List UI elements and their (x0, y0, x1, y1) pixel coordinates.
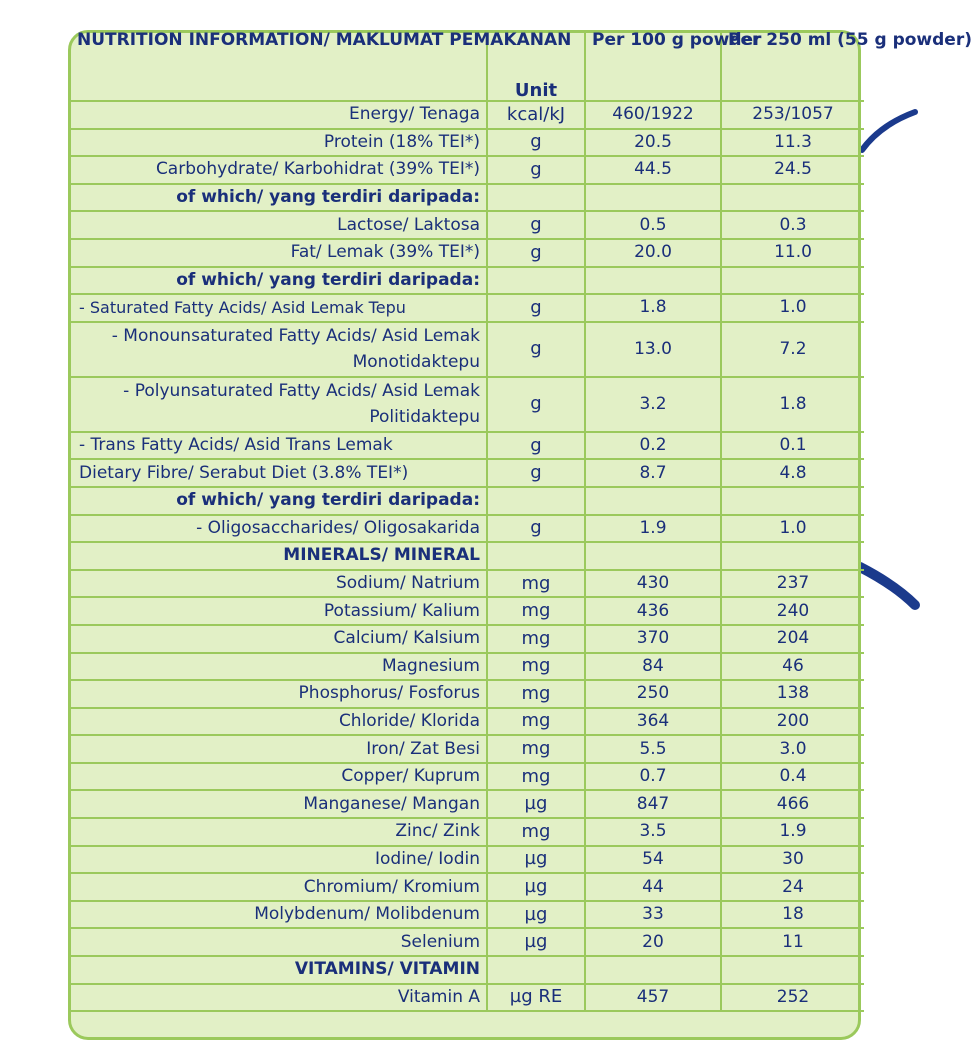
value-per-100g: 0.2 (585, 432, 721, 460)
value-per-100g: 460/1922 (585, 101, 721, 129)
table-row (71, 928, 864, 956)
table-row (71, 239, 864, 267)
nutrient-name: of which/ yang terdiri daripada: (71, 267, 487, 295)
nutrient-unit: µg (487, 873, 585, 901)
nutrient-unit: g (487, 129, 585, 157)
table-row (71, 515, 864, 543)
value-per-250ml: 24 (721, 873, 864, 901)
value-per-100g: 54 (585, 846, 721, 874)
nutrient-unit (487, 184, 585, 212)
value-per-100g: 847 (585, 790, 721, 818)
value-per-250ml: 252 (721, 984, 864, 1012)
value-per-250ml: 237 (721, 570, 864, 598)
nutrient-unit: mg (487, 570, 585, 598)
table-row (71, 211, 864, 239)
nutrient-unit: mg (487, 597, 585, 625)
nutrient-unit: g (487, 377, 585, 432)
value-per-250ml: 46 (721, 653, 864, 681)
value-per-250ml: 11.3 (721, 129, 864, 157)
table-row (71, 873, 864, 901)
table-row (71, 487, 864, 515)
table-row (71, 597, 864, 625)
nutrient-name: Vitamin A (71, 984, 487, 1012)
nutrient-name: Molybdenum/ Molibdenum (71, 901, 487, 929)
nutrient-unit: mg (487, 680, 585, 708)
value-per-250ml: 1.8 (721, 377, 864, 432)
table-row (71, 984, 864, 1012)
nutrient-unit: g (487, 239, 585, 267)
value-per-250ml: 1.9 (721, 818, 864, 846)
nutrient-name: of which/ yang terdiri daripada: (71, 184, 487, 212)
nutrient-unit: g (487, 515, 585, 543)
value-per-250ml: 11 (721, 928, 864, 956)
table-row (71, 377, 864, 432)
value-per-250ml: 253/1057 (721, 101, 864, 129)
nutrient-name: Magnesium (71, 653, 487, 681)
value-per-100g: 3.5 (585, 818, 721, 846)
nutrient-name: Dietary Fibre/ Serabut Diet (3.8% TEI*) (71, 459, 487, 487)
nutrient-unit: g (487, 211, 585, 239)
nutrient-unit (487, 487, 585, 515)
nutrient-unit: kcal/kJ (487, 101, 585, 129)
nutrient-name: - Oligosaccharides/ Oligosakarida (71, 515, 487, 543)
value-per-250ml: 7.2 (721, 322, 864, 377)
value-per-100g (585, 487, 721, 515)
value-per-250ml: 3.0 (721, 735, 864, 763)
table-row (71, 763, 864, 791)
nutrient-unit (487, 267, 585, 295)
nutrient-unit: g (487, 459, 585, 487)
nutrient-unit: mg (487, 708, 585, 736)
value-per-250ml: 11.0 (721, 239, 864, 267)
nutrient-name: Carbohydrate/ Karbohidrat (39% TEI*) (71, 156, 487, 184)
value-per-100g: 0.5 (585, 211, 721, 239)
value-per-250ml: 1.0 (721, 294, 864, 322)
value-per-100g: 20.0 (585, 239, 721, 267)
nutrient-name: Calcium/ Kalsium (71, 625, 487, 653)
value-per-100g: 44.5 (585, 156, 721, 184)
nutrient-name: Energy/ Tenaga (71, 101, 487, 129)
table-row (71, 432, 864, 460)
value-per-100g: 1.8 (585, 294, 721, 322)
value-per-250ml: 240 (721, 597, 864, 625)
table-row (71, 735, 864, 763)
nutrient-unit: g (487, 432, 585, 460)
table-row (71, 708, 864, 736)
nutrient-name: Zinc/ Zink (71, 818, 487, 846)
value-per-100g (585, 184, 721, 212)
nutrient-name: Potassium/ Kalium (71, 597, 487, 625)
nutrient-name: Selenium (71, 928, 487, 956)
nutrient-name: - Trans Fatty Acids/ Asid Trans Lemak (71, 432, 487, 460)
value-per-250ml: 204 (721, 625, 864, 653)
value-per-250ml: 24.5 (721, 156, 864, 184)
value-per-250ml (721, 184, 864, 212)
table-row (71, 901, 864, 929)
nutrient-unit: g (487, 156, 585, 184)
nutrient-unit: mg (487, 763, 585, 791)
value-per-250ml: 4.8 (721, 459, 864, 487)
table-row (71, 267, 864, 295)
nutrient-name: - Polyunsaturated Fatty Acids/ Asid Lemak Politidaktepu (71, 377, 487, 432)
header-title: NUTRITION INFORMATION/ MAKLUMAT PEMAKANAN (71, 33, 487, 101)
table-row (71, 459, 864, 487)
value-per-250ml: 0.3 (721, 211, 864, 239)
table-row (71, 818, 864, 846)
nutrient-name: Copper/ Kuprum (71, 763, 487, 791)
value-per-250ml: 0.1 (721, 432, 864, 460)
value-per-100g: 1.9 (585, 515, 721, 543)
value-per-100g (585, 267, 721, 295)
value-per-250ml: 1.0 (721, 515, 864, 543)
table-row (71, 294, 864, 322)
value-per-100g (585, 542, 721, 570)
table-row (71, 625, 864, 653)
header-unit: Unit (487, 33, 585, 101)
nutrient-unit: mg (487, 735, 585, 763)
nutrient-name: Chloride/ Klorida (71, 708, 487, 736)
value-per-100g: 84 (585, 653, 721, 681)
header-per-100g: Per 100 g powder (585, 33, 721, 101)
table-row (71, 184, 864, 212)
value-per-100g: 430 (585, 570, 721, 598)
table-header-row (71, 33, 864, 101)
nutrient-unit: µg (487, 846, 585, 874)
value-per-100g: 250 (585, 680, 721, 708)
nutrition-table (71, 30, 972, 1012)
value-per-100g: 364 (585, 708, 721, 736)
nutrient-name: Chromium/ Kromium (71, 873, 487, 901)
nutrient-unit (487, 542, 585, 570)
value-per-100g: 33 (585, 901, 721, 929)
value-per-250ml (721, 956, 864, 984)
table-row (71, 653, 864, 681)
table-row (71, 129, 864, 157)
nutrition-panel (68, 30, 972, 1040)
nutrient-unit: µg (487, 790, 585, 818)
value-per-250ml (721, 487, 864, 515)
table-row (71, 570, 864, 598)
table-row (71, 101, 864, 129)
value-per-250ml: 0.4 (721, 763, 864, 791)
table-row (71, 790, 864, 818)
nutrient-name: of which/ yang terdiri daripada: (71, 487, 487, 515)
table-row (71, 156, 864, 184)
value-per-100g: 436 (585, 597, 721, 625)
value-per-100g: 457 (585, 984, 721, 1012)
nutrient-name: Fat/ Lemak (39% TEI*) (71, 239, 487, 267)
nutrient-name: - Monounsaturated Fatty Acids/ Asid Lemak Monotidaktepu (71, 322, 487, 377)
table-row (71, 322, 864, 377)
value-per-100g: 3.2 (585, 377, 721, 432)
value-per-250ml: 18 (721, 901, 864, 929)
section-row-vitamins (71, 956, 864, 984)
nutrient-unit: µg (487, 928, 585, 956)
value-per-100g (585, 956, 721, 984)
nutrient-unit: g (487, 294, 585, 322)
nutrient-unit: µg (487, 901, 585, 929)
nutrient-name: - Saturated Fatty Acids/ Asid Lemak Tepu (71, 294, 487, 322)
section-row-minerals (71, 542, 864, 570)
value-per-100g: 0.7 (585, 763, 721, 791)
nutrient-unit: mg (487, 653, 585, 681)
nutrient-unit (487, 956, 585, 984)
nutrient-unit: µg RE (487, 984, 585, 1012)
nutrient-unit: g (487, 322, 585, 377)
nutrient-name: Sodium/ Natrium (71, 570, 487, 598)
value-per-100g: 20.5 (585, 129, 721, 157)
section-heading: MINERALS/ MINERAL (71, 542, 487, 570)
nutrient-unit: mg (487, 818, 585, 846)
value-per-100g: 5.5 (585, 735, 721, 763)
nutrient-unit: mg (487, 625, 585, 653)
table-row (71, 680, 864, 708)
value-per-250ml (721, 267, 864, 295)
value-per-250ml: 138 (721, 680, 864, 708)
value-per-250ml: 466 (721, 790, 864, 818)
value-per-100g: 8.7 (585, 459, 721, 487)
table-row (71, 846, 864, 874)
header-per-250ml: Per 250 ml (55 g powder) (721, 33, 864, 101)
nutrient-name: Iron/ Zat Besi (71, 735, 487, 763)
nutrient-name: Iodine/ Iodin (71, 846, 487, 874)
value-per-250ml (721, 542, 864, 570)
value-per-100g: 20 (585, 928, 721, 956)
value-per-100g: 370 (585, 625, 721, 653)
nutrient-name: Manganese/ Mangan (71, 790, 487, 818)
value-per-250ml: 200 (721, 708, 864, 736)
nutrient-name: Phosphorus/ Fosforus (71, 680, 487, 708)
nutrient-name: Lactose/ Laktosa (71, 211, 487, 239)
value-per-100g: 13.0 (585, 322, 721, 377)
section-heading: VITAMINS/ VITAMIN (71, 956, 487, 984)
value-per-100g: 44 (585, 873, 721, 901)
nutrient-name: Protein (18% TEI*) (71, 129, 487, 157)
value-per-250ml: 30 (721, 846, 864, 874)
